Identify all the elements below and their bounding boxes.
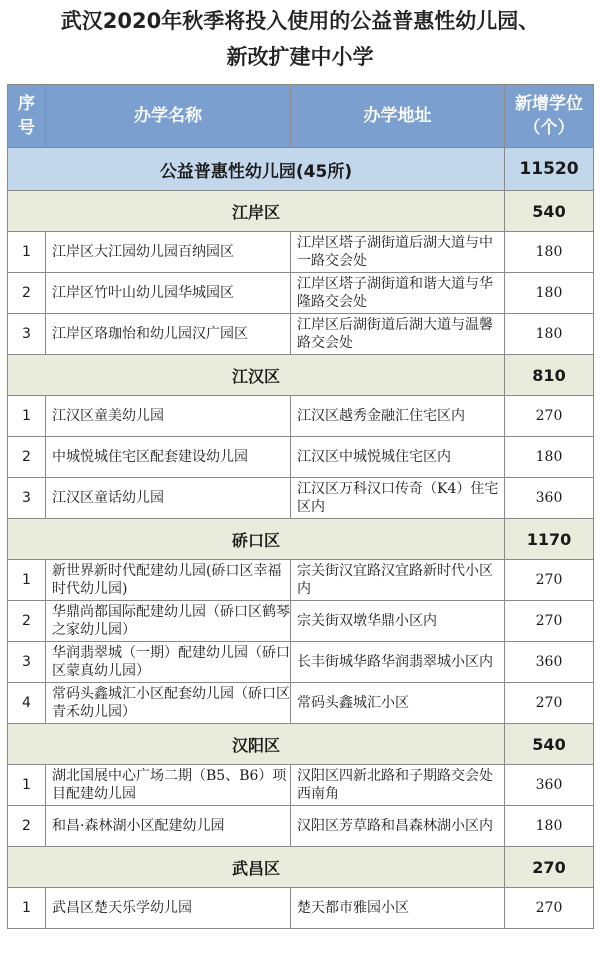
row-no: 3: [8, 642, 46, 683]
district-seats: 1170: [505, 519, 594, 560]
row-name: 武昌区楚天乐学幼儿园: [46, 888, 291, 929]
row-no: 3: [8, 478, 46, 519]
table-row: [8, 683, 594, 724]
row-seats: 270: [505, 683, 594, 724]
district-row: [8, 724, 594, 765]
row-address: 江汉区越秀金融汇住宅区内: [291, 396, 505, 437]
row-address: 常码头鑫城汇小区: [291, 683, 505, 724]
header-seats: 新增学位（个）: [505, 85, 594, 148]
row-name: 中城悦城住宅区配套建设幼儿园: [46, 437, 291, 478]
row-no: 2: [8, 601, 46, 642]
category-name: 公益普惠性幼儿园(45所): [8, 148, 505, 191]
table-row: [8, 765, 594, 806]
district-row: [8, 847, 594, 888]
row-name: 华润翡翠城（一期）配建幼儿园（硚口区蒙真幼儿园）: [46, 642, 291, 683]
row-address: 江岸区后湖街道后湖大道与温馨路交会处: [291, 314, 505, 355]
table-row: [8, 396, 594, 437]
row-name: 江岸区珞珈怡和幼儿园汉广园区: [46, 314, 291, 355]
row-no: 2: [8, 437, 46, 478]
table-row: [8, 478, 594, 519]
row-seats: 180: [505, 232, 594, 273]
row-address: 江汉区中城悦城住宅区内: [291, 437, 505, 478]
row-no: 2: [8, 273, 46, 314]
row-no: 1: [8, 560, 46, 601]
row-name: 常码头鑫城汇小区配套幼儿园（硚口区青禾幼儿园）: [46, 683, 291, 724]
header-row: [8, 85, 594, 148]
row-name: 华鼎尚都国际配建幼儿园（硚口区鹤琴之家幼儿园）: [46, 601, 291, 642]
row-address: 汉阳区芳草路和昌森林湖小区内: [291, 806, 505, 847]
category-seats: 11520: [505, 148, 594, 191]
row-address: 江岸区塔子湖街道和谐大道与华隆路交会处: [291, 273, 505, 314]
row-address: 宗关街汉宜路汉宜路新时代小区内: [291, 560, 505, 601]
row-no: 2: [8, 806, 46, 847]
district-seats: 540: [505, 191, 594, 232]
row-name: 新世界新时代配建幼儿园(硚口区幸福时代幼儿园): [46, 560, 291, 601]
table-row: [8, 314, 594, 355]
district-seats: 270: [505, 847, 594, 888]
row-name: 江汉区童话幼儿园: [46, 478, 291, 519]
category-row: [8, 148, 594, 191]
row-address: 江岸区塔子湖街道后湖大道与中一路交会处: [291, 232, 505, 273]
table-row: [8, 806, 594, 847]
document-title-line1: 武汉2020年秋季将投入使用的公益普惠性幼儿园、: [60, 9, 540, 33]
row-address: 长丰街城华路华润翡翠城小区内: [291, 642, 505, 683]
header-name: 办学名称: [46, 85, 291, 148]
district-seats: 810: [505, 355, 594, 396]
row-seats: 180: [505, 273, 594, 314]
row-seats: 180: [505, 437, 594, 478]
table-row: [8, 437, 594, 478]
row-name: 江汉区童美幼儿园: [46, 396, 291, 437]
row-name: 江岸区大江园幼儿园百纳园区: [46, 232, 291, 273]
row-no: 3: [8, 314, 46, 355]
row-seats: 270: [505, 396, 594, 437]
district-seats: 540: [505, 724, 594, 765]
row-no: 1: [8, 888, 46, 929]
district-row: [8, 519, 594, 560]
row-seats: 180: [505, 314, 594, 355]
district-name: 武昌区: [8, 847, 505, 888]
row-seats: 360: [505, 478, 594, 519]
table-row: [8, 601, 594, 642]
row-seats: 180: [505, 806, 594, 847]
row-seats: 360: [505, 765, 594, 806]
header-no: 序号: [8, 85, 46, 148]
row-name: 和昌·森林湖小区配建幼儿园: [46, 806, 291, 847]
district-name: 汉阳区: [8, 724, 505, 765]
row-no: 1: [8, 232, 46, 273]
table-row: [8, 273, 594, 314]
row-seats: 360: [505, 642, 594, 683]
table-row: [8, 888, 594, 929]
document-title-line2: 新改扩建中小学: [226, 45, 374, 69]
row-address: 汉阳区四新北路和子期路交会处西南角: [291, 765, 505, 806]
header-address: 办学地址: [291, 85, 505, 148]
row-seats: 270: [505, 560, 594, 601]
row-address: 江汉区万科汉口传奇（K4）住宅区内: [291, 478, 505, 519]
row-no: 1: [8, 765, 46, 806]
row-name: 江岸区竹叶山幼儿园华城园区: [46, 273, 291, 314]
row-name: 湖北国展中心广场二期（B5、B6）项目配建幼儿园: [46, 765, 291, 806]
school-table: [7, 84, 594, 929]
district-row: [8, 355, 594, 396]
table-row: [8, 642, 594, 683]
district-row: [8, 191, 594, 232]
table-row: [8, 232, 594, 273]
row-seats: 270: [505, 888, 594, 929]
district-name: 江汉区: [8, 355, 505, 396]
row-no: 1: [8, 396, 46, 437]
row-address: 楚天都市雅园小区: [291, 888, 505, 929]
row-seats: 270: [505, 601, 594, 642]
row-no: 4: [8, 683, 46, 724]
district-name: 硚口区: [8, 519, 505, 560]
district-name: 江岸区: [8, 191, 505, 232]
table-row: [8, 560, 594, 601]
row-address: 宗关街双墩华鼎小区内: [291, 601, 505, 642]
